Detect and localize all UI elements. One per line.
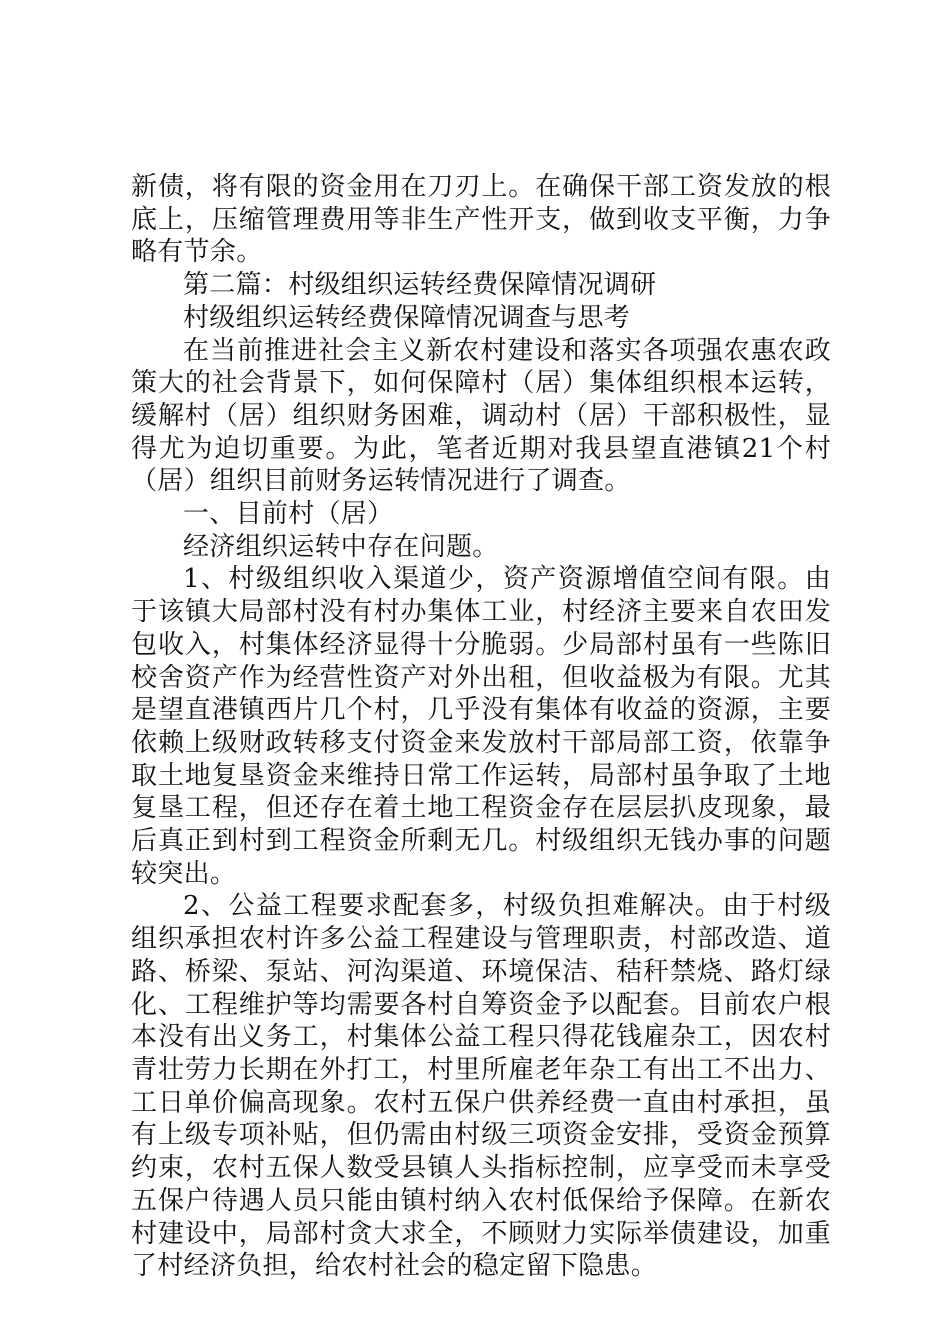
subheading-problems-continued: 经济组织运转中存在问题。 xyxy=(183,531,499,562)
section-heading: 第二篇：村级组织运转经费保障情况调研 xyxy=(183,270,657,301)
paragraph-continuation: 新债，将有限的资金用在刀刃上。在确保干部工资发放的根底上，压缩管理费用等非生产性开支，做到收支平衡，力争略有节余。 xyxy=(131,172,831,268)
document-body xyxy=(131,171,831,1283)
article-title: 村级组织运转经费保障情况调查与思考 xyxy=(183,302,631,333)
paragraph-intro: 在当前推进社会主义新农村建设和落实各项强农惠农政策大的社会背景下，如何保障村（居）集体组织根本运转，缓解村（居）组织财务困难，调动村（居）干部积极性，显得尤为迫切重要。为此，笔者近期对我县望直港镇21个村（居）组织目前财务运转情况进行了调查。 xyxy=(131,335,831,497)
paragraph-point-1: 1、村级组织收入渠道少，资产资源增值空间有限。由于该镇大局部村没有村办集体工业，村经济主要来自农田发包收入，村集体经济显得十分脆弱。少局部村虽有一些陈旧校舍资产作为经营性资产对外出租，但收益极为有限。尤其是望直港镇西片几个村，几乎没有集体有收益的资源，主要依赖上级财政转移支付资金来发放村干部局部工资，依靠争取土地复垦资金来维持日常工作运转，局部村虽争取了土地复垦工程，但还存在着土地工程资金存在层层扒皮现象，最后真正到村到工程资金所剩无几。村级组织无钱办事的问题较突出。 xyxy=(131,564,831,889)
paragraph-point-2: 2、公益工程要求配套多，村级负担难解决。由于村级组织承担农村许多公益工程建设与管理职责，村部改造、道路、桥梁、泵站、河沟渠道、环境保洁、秸秆禁烧、路灯绿化、工程维护等均需要各村自筹资金予以配套。目前农户根本没有出义务工，村集体公益工程只得花钱雇杂工，因农村青壮劳力长期在外打工，村里所雇老年杂工有出工不出力、工日单价偏高现象。农村五保户供养经费一直由村承担，虽有上级专项补贴，但仍需由村级三项资金安排，受资金预算约束，农村五保人数受县镇人头指标控制，应享受而未享受五保户待遇人员只能由镇村纳入农村低保给予保障。在新农村建设中，局部村贪大求全，不顾财力实际举债建设，加重了村经济负担，给农村社会的稳定留下隐患。 xyxy=(131,891,831,1282)
subheading-problems: 一、目前村（居） xyxy=(183,499,394,530)
